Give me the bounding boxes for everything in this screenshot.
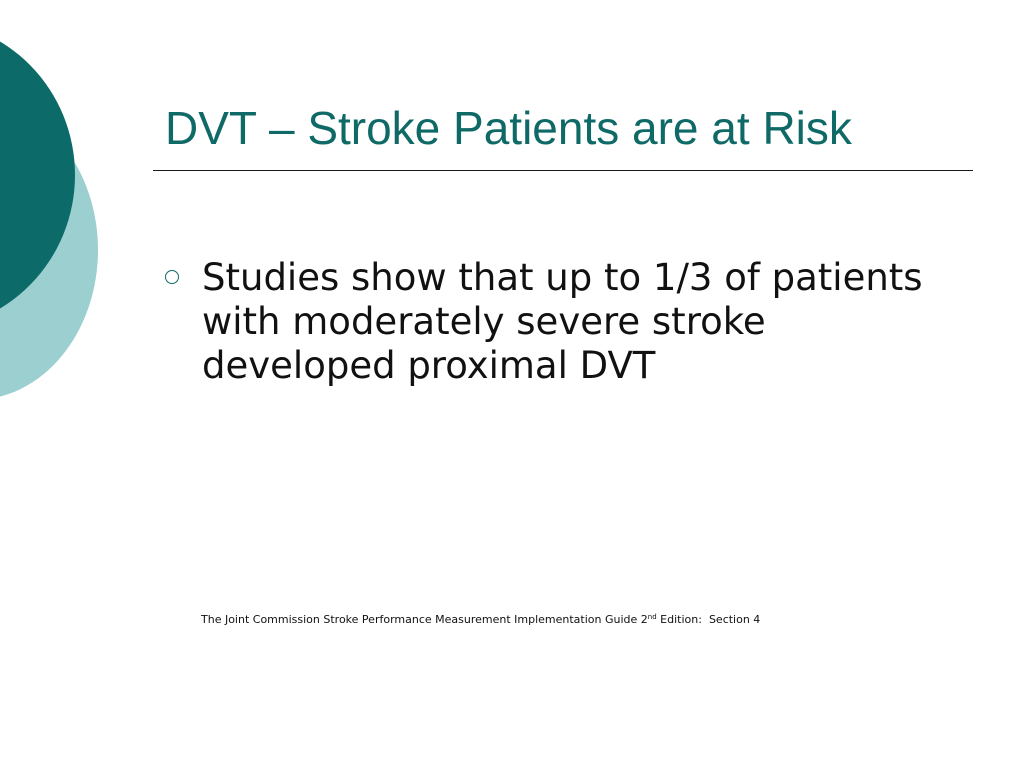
bullet-item <box>165 256 925 388</box>
hollow-circle-bullet-icon <box>165 270 179 284</box>
citation <box>201 612 760 628</box>
title-divider <box>153 170 973 171</box>
citation-text-start: The Joint Commission Stroke Performance Measurement Implementation Guide 2 <box>201 613 648 626</box>
citation-superscript: nd <box>647 613 657 621</box>
citation-text-end: Edition: Section 4 <box>656 613 761 626</box>
bullet-text: Studies show that up to 1/3 of patients with moderately severe stroke developed proximal DVT <box>202 256 923 387</box>
bullet-list <box>165 256 925 388</box>
slide-title: DVT – Stroke Patients are at Risk <box>165 102 852 154</box>
